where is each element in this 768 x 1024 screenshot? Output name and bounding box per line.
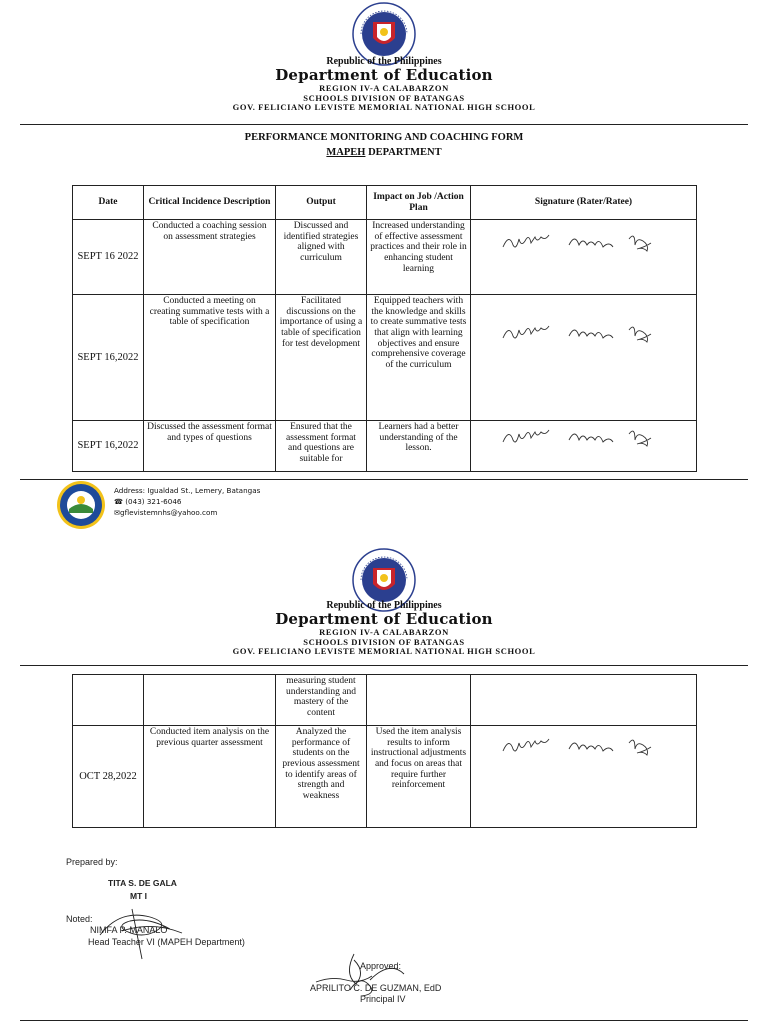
table-header-row — [73, 186, 697, 220]
school-footer — [56, 480, 356, 540]
row-output: Analyzed the performance of students on the previous assessment to identify areas of strength and weakness — [276, 726, 367, 828]
approved-label: Approved: — [360, 961, 402, 971]
noted-name: NIMFA P. MANALO — [90, 925, 168, 935]
handwritten-signature — [499, 320, 669, 346]
header-critical: Critical Incidence Description — [144, 186, 276, 220]
footer-phone-row — [114, 497, 260, 508]
row-impact: Used the item analysis results to inform instructional adjustments and focus on areas that require further reinforcement — [367, 726, 471, 828]
noted-title: Head Teacher VI (MAPEH Department) — [88, 937, 245, 947]
prepared-name: TITA S. DE GALA — [108, 878, 177, 888]
header-impact: Impact on Job /Action Plan — [367, 186, 471, 220]
form-title-block — [0, 130, 768, 160]
coaching-table — [72, 185, 697, 472]
table-row — [73, 675, 697, 726]
region-line: REGION IV-A CALABARZON — [319, 626, 449, 637]
row-output: Ensured that the assessment format and questions are suitable for — [276, 421, 367, 472]
row-critical: Conducted a meeting on creating summative tests with a table of specification — [144, 295, 276, 421]
division-line: SCHOOLS DIVISION OF BATANGAS — [303, 636, 465, 647]
school-line: GOV. FELICIANO LEVISTE MEMORIAL NATIONAL HIGH SCHOOL — [232, 646, 536, 657]
row-critical: Discussed the assessment format and types of questions — [144, 421, 276, 472]
footer-email-row — [114, 508, 260, 519]
republic-line: Republic of the Philippines — [326, 56, 442, 67]
footer-contact — [114, 486, 260, 518]
row-critical — [144, 675, 276, 726]
header-divider — [20, 665, 748, 666]
bottom-divider — [20, 1020, 748, 1021]
region-line: REGION IV-A CALABARZON — [319, 82, 449, 93]
row-signature — [471, 726, 697, 828]
row-critical: Conducted a coaching session on assessment strategies — [144, 220, 276, 295]
department-title — [0, 145, 768, 160]
table-row — [73, 421, 697, 472]
table-row — [73, 295, 697, 421]
department-name: Department of Education — [275, 66, 493, 85]
row-impact: Equipped teachers with the knowledge and skills to create summative tests that align with learning objectives and ensure comprehensive coverage of the curriculum — [367, 295, 471, 421]
row-date: SEPT 16,2022 — [73, 421, 144, 472]
table-row — [73, 220, 697, 295]
row-impact: Increased understanding of effective assessment practices and their role in enhancing student learning — [367, 220, 471, 295]
row-signature — [471, 675, 697, 726]
noted-label: Noted: — [66, 914, 93, 924]
handwritten-signature — [499, 229, 669, 255]
row-date: SEPT 16,2022 — [73, 295, 144, 421]
row-date: SEPT 16 2022 — [73, 220, 144, 295]
header-date: Date — [73, 186, 144, 220]
division-line: SCHOOLS DIVISION OF BATANGAS — [303, 92, 465, 103]
footer-email: gflevistemnhs@yahoo.com — [120, 507, 218, 517]
row-output: Facilitated discussions on the importance of using a table of specification for test development — [276, 295, 367, 421]
coaching-table-continued — [72, 674, 697, 828]
row-impact — [367, 675, 471, 726]
letterhead — [0, 600, 768, 657]
row-signature — [471, 421, 697, 472]
department-underlined: MAPEH — [326, 147, 366, 159]
header-signature: Signature (Rater/Ratee) — [471, 186, 697, 220]
school-line: GOV. FELICIANO LEVISTE MEMORIAL NATIONAL HIGH SCHOOL — [232, 102, 536, 113]
row-date: OCT 28,2022 — [73, 726, 144, 828]
prepared-title: MT I — [130, 891, 147, 901]
footer-address: Address: Igualdad St., Lemery, Batangas — [114, 486, 261, 495]
approved-name: APRILITO C. DE GUZMAN, EdD — [310, 983, 442, 993]
row-signature — [471, 295, 697, 421]
handwritten-signature — [499, 733, 669, 759]
row-output: Discussed and identified strategies aligned with curriculum — [276, 220, 367, 295]
row-critical: Conducted item analysis on the previous quarter assessment — [144, 726, 276, 828]
email-icon: ✉ — [114, 507, 121, 517]
phone-icon: ☎ — [114, 496, 126, 506]
prepared-label: Prepared by: — [66, 857, 118, 867]
table-row — [73, 726, 697, 828]
row-signature — [471, 220, 697, 295]
row-impact: Learners had a better understanding of the lesson. — [367, 421, 471, 472]
header-divider — [20, 124, 748, 125]
header-output: Output — [276, 186, 367, 220]
school-logo — [56, 480, 106, 530]
form-title: PERFORMANCE MONITORING AND COACHING FORM — [244, 132, 524, 143]
handwritten-signature — [499, 424, 669, 450]
approved-title: Principal IV — [360, 994, 406, 1004]
footer-phone: (043) 321-6046 — [125, 496, 182, 506]
department-name: Department of Education — [275, 610, 493, 629]
noted-signature — [92, 905, 212, 965]
row-date — [73, 675, 144, 726]
department-rest: DEPARTMENT — [365, 147, 442, 159]
letterhead — [0, 56, 768, 113]
row-output: measuring student understanding and mastery of the content — [276, 675, 367, 726]
republic-line: Republic of the Philippines — [326, 600, 442, 611]
